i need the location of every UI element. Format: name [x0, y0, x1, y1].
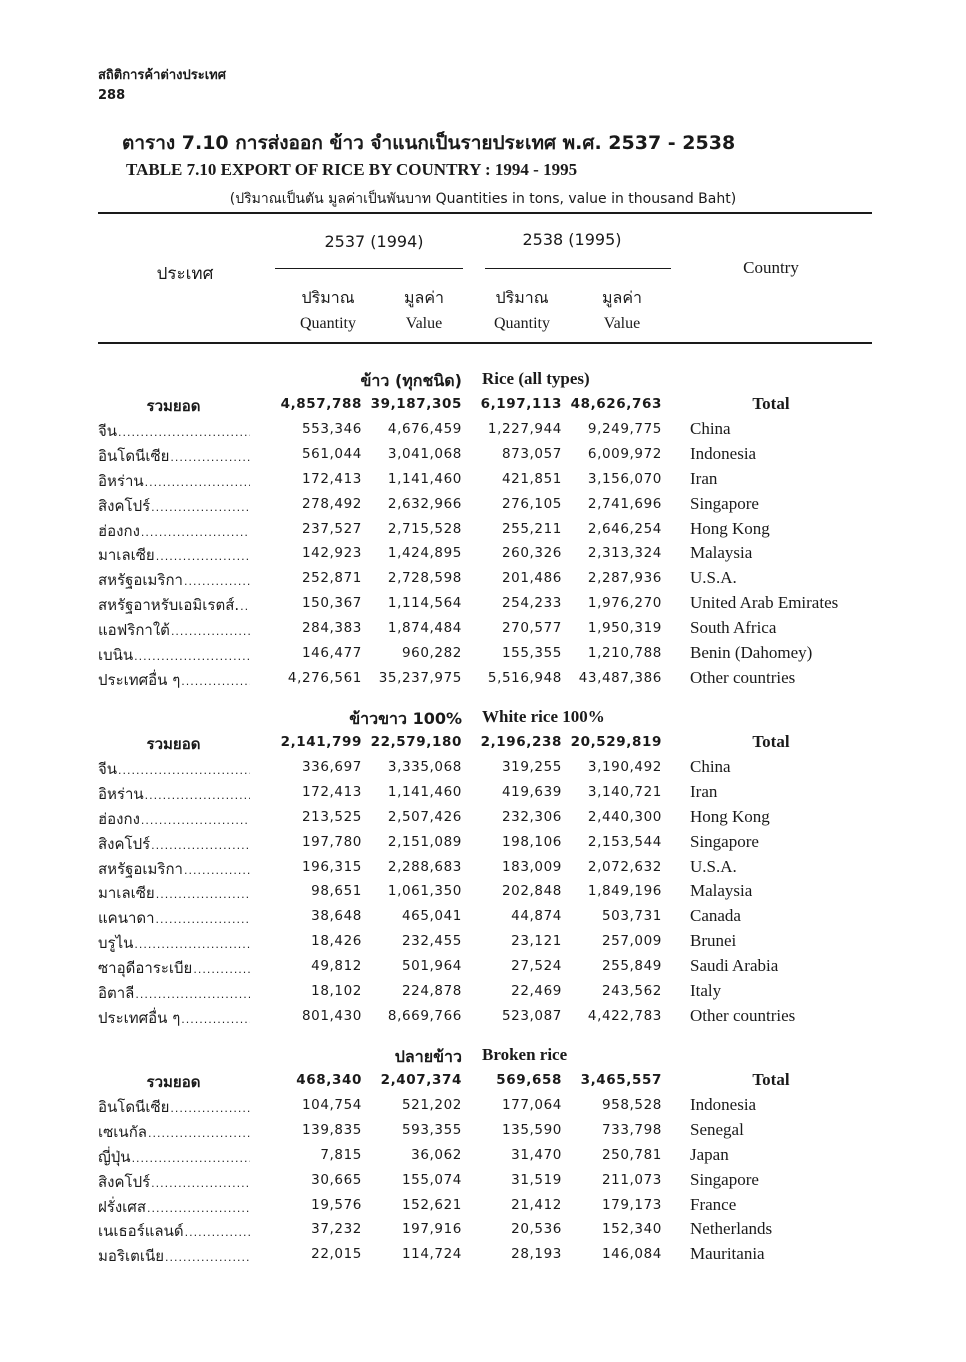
quantity-1994-cell: 7,815 [320, 1146, 362, 1163]
country-english-cell: China [690, 418, 731, 438]
val1-english-header: Value [405, 315, 443, 332]
table-row [0, 519, 966, 543]
country-thai-cell [98, 419, 250, 443]
quantity-1995-cell: 421,851 [501, 470, 562, 487]
quantity-1995-cell: 1,227,944 [487, 420, 562, 437]
table-row [0, 1145, 966, 1169]
country-thai-label: สหรัฐอาหรับเอมิเรตส์. [98, 596, 240, 615]
quantity-1994-cell: 139,835 [301, 1121, 362, 1138]
total-row [0, 732, 966, 756]
value-1994-cell: 501,964 [401, 958, 462, 975]
country-thai-label: อินโดนีเซีย [98, 446, 170, 465]
quantity-1995-cell: 28,193 [511, 1246, 562, 1263]
country-thai-label: แคนาดา [98, 909, 155, 928]
quantity-1994-cell: 172,413 [301, 470, 362, 487]
quantity-1994-cell: 561,044 [301, 445, 362, 462]
country-thai-label: ซาอุดีอาระเบีย [98, 959, 193, 978]
value-1994-cell: 39,187,305 [370, 396, 462, 412]
section-title-thai: ปลายข้าว [394, 1047, 462, 1066]
quantity-1995-cell: 44,874 [511, 908, 562, 925]
country-english-cell: Benin (Dahomey) [690, 643, 813, 662]
table-row [0, 419, 966, 443]
section-title-english: Broken rice [482, 1045, 568, 1064]
value-1995-cell: 243,562 [601, 983, 662, 999]
value-1995-cell: 211,073 [601, 1171, 662, 1188]
country-thai-label: อิตาลี [98, 984, 135, 1002]
country-thai-cell [98, 494, 250, 518]
quantity-1995-cell: 255,211 [501, 520, 562, 537]
country-thai-label: แอฟริกาใต้ [98, 621, 170, 640]
section-title-english: Rice (all types) [482, 369, 590, 388]
quantity-1994-cell: 284,383 [301, 620, 362, 637]
country-english-cell: Malaysia [690, 881, 753, 901]
country-english-cell: Singapore [690, 493, 759, 513]
year1-header: 2537 (1994) [324, 232, 424, 251]
qty1-thai-header: ปริมาณ [301, 288, 355, 307]
quantity-1994-cell: 22,015 [311, 1246, 362, 1263]
country-thai-cell [98, 618, 250, 642]
quantity-1995-cell: 232,306 [501, 808, 562, 825]
value-1994-cell: 152,621 [401, 1196, 462, 1213]
value-1994-cell: 36,062 [411, 1146, 462, 1163]
value-1994-cell: 521,202 [401, 1096, 462, 1113]
quantity-1995-cell: 21,412 [511, 1196, 562, 1213]
country-thai-label: สิงคโปร์ [98, 1172, 151, 1191]
value-1994-cell: 232,455 [401, 933, 462, 950]
country-english-cell: Malaysia [690, 543, 753, 563]
country-thai-cell [98, 956, 250, 980]
value-1995-cell: 958,528 [601, 1096, 662, 1113]
country-thai-cell [98, 1244, 250, 1268]
country-english-cell: Hong Kong [690, 518, 770, 538]
country-english-cell: Other countries [690, 1005, 796, 1025]
quantity-1994-cell: 19,576 [311, 1196, 362, 1213]
quantity-1994-cell: 197,780 [301, 833, 362, 850]
country-thai-cell [98, 981, 250, 1005]
country-thai-cell [98, 1219, 250, 1243]
country-english-cell: Canada [690, 906, 741, 926]
table-row [0, 1170, 966, 1194]
quantity-1995-cell: 873,057 [501, 445, 562, 462]
country-english-cell: Singapore [690, 831, 759, 851]
country-english-cell: Mauritania [690, 1244, 765, 1264]
value-1994-cell: 224,878 [401, 983, 462, 999]
country-thai-cell [98, 782, 250, 806]
country-english-cell: Total [752, 394, 790, 413]
table-row [0, 1095, 966, 1119]
quantity-1994-cell: 18,426 [311, 933, 362, 950]
country-english-cell: Total [752, 732, 790, 751]
table-row [0, 782, 966, 806]
quantity-1995-cell: 155,355 [501, 645, 562, 661]
value-1994-cell: 2,288,683 [387, 858, 462, 875]
country-thai-cell [98, 543, 250, 567]
value-1995-cell: 2,741,696 [587, 495, 662, 512]
country-thai-label: รวมยอด [146, 735, 201, 753]
table-row [0, 881, 966, 905]
value-1995-cell: 20,529,819 [570, 734, 662, 750]
quantity-1994-cell: 2,141,799 [280, 734, 362, 750]
table-row [0, 931, 966, 955]
table-title-english: TABLE 7.10 EXPORT OF RICE BY COUNTRY : 1994 - 1995 [126, 160, 578, 179]
country-thai-header: ประเทศ [156, 264, 214, 284]
country-thai-cell [98, 807, 250, 831]
quantity-1994-cell: 38,648 [311, 908, 362, 925]
country-thai-label: สิงคโปร์ [98, 834, 151, 853]
quantity-1995-cell: 27,524 [511, 958, 562, 975]
country-english-cell: Indonesia [690, 1094, 757, 1114]
value-1994-cell: 4,676,459 [387, 420, 462, 437]
country-thai-cell [98, 1195, 250, 1219]
table-row [0, 593, 966, 617]
val2-thai-header: มูลค่า [601, 288, 643, 307]
quantity-1995-cell: 276,105 [501, 495, 562, 512]
quantity-1995-cell: 202,848 [501, 883, 562, 900]
value-1995-cell: 255,849 [601, 958, 662, 975]
country-english-cell: China [690, 756, 731, 776]
value-1995-cell: 503,731 [601, 908, 662, 925]
country-english-cell: France [690, 1194, 737, 1214]
qty2-thai-header: ปริมาณ [495, 288, 549, 307]
country-thai-cell [98, 1006, 250, 1030]
quantity-1995-cell: 6,197,113 [480, 396, 562, 412]
quantity-1995-cell: 135,590 [501, 1121, 562, 1138]
value-1994-cell: 1,141,460 [387, 470, 462, 487]
table-row [0, 956, 966, 980]
value-1995-cell: 733,798 [601, 1121, 662, 1138]
value-1995-cell: 43,487,386 [578, 669, 662, 686]
country-thai-label: มาเลเซีย [98, 884, 155, 903]
quantity-1995-cell: 23,121 [511, 933, 562, 950]
quantity-1994-cell: 801,430 [301, 1007, 362, 1024]
table-row [0, 1244, 966, 1268]
table-row [0, 757, 966, 781]
country-thai-label: อิหร่าน [98, 471, 144, 490]
value-1995-cell: 2,287,936 [587, 570, 662, 587]
country-thai-cell [98, 1145, 250, 1169]
total-row [0, 1070, 966, 1094]
table-header-rule [98, 342, 872, 344]
value-1995-cell: 146,084 [601, 1246, 662, 1263]
country-thai-cell [98, 857, 250, 881]
table-row [0, 1006, 966, 1030]
country-english-cell: Iran [690, 781, 718, 801]
value-1994-cell: 2,151,089 [387, 833, 462, 850]
country-thai-label: สหรัฐอเมริกา [98, 571, 183, 590]
table-row [0, 1195, 966, 1219]
country-english-cell: Saudi Arabia [690, 956, 779, 976]
total-row [0, 394, 966, 418]
quantity-1995-cell: 198,106 [501, 833, 562, 850]
quantity-1995-cell: 319,255 [501, 758, 562, 775]
quantity-1994-cell: 468,340 [296, 1072, 362, 1088]
quantity-1994-cell: 252,871 [301, 570, 362, 587]
country-thai-label: ประเทศอื่น ๆ [98, 670, 181, 689]
country-thai-label: ประเทศอื่น ๆ [98, 1008, 181, 1027]
quantity-1994-cell: 150,367 [301, 595, 362, 612]
country-thai-label: มาเลเซีย [98, 546, 155, 565]
country-thai-label: รวมยอด [146, 1073, 201, 1091]
value-1995-cell: 152,340 [601, 1221, 662, 1238]
country-thai-label: จีน [98, 759, 118, 778]
value-1994-cell: 1,874,484 [387, 620, 462, 637]
country-thai-cell [98, 394, 250, 418]
year1-underline [275, 268, 463, 269]
quantity-1995-cell: 177,064 [501, 1096, 562, 1113]
quantity-1994-cell: 98,651 [311, 883, 362, 900]
table-row [0, 618, 966, 642]
country-english-cell: Iran [690, 468, 718, 488]
country-thai-cell [98, 643, 250, 667]
value-1995-cell: 4,422,783 [587, 1007, 662, 1024]
country-thai-label: สหรัฐอเมริกา [98, 859, 183, 878]
country-english-cell: U.S.A. [690, 856, 737, 876]
quantity-1994-cell: 172,413 [301, 783, 362, 800]
country-english-cell: Other countries [690, 667, 796, 687]
country-thai-label: อิหร่าน [98, 784, 144, 803]
value-1995-cell: 257,009 [601, 933, 662, 950]
table-top-rule [98, 212, 872, 214]
quantity-1994-cell: 4,857,788 [280, 396, 362, 412]
value-1995-cell: 3,190,492 [587, 758, 662, 775]
country-thai-label: รวมยอด [146, 397, 201, 415]
value-1994-cell: 114,724 [401, 1246, 462, 1263]
quantity-1994-cell: 553,346 [301, 420, 362, 437]
value-1994-cell: 1,424,895 [387, 545, 462, 562]
country-thai-cell [98, 668, 250, 692]
val1-thai-header: มูลค่า [403, 288, 445, 307]
value-1995-cell: 2,072,632 [587, 858, 662, 875]
year2-underline [485, 268, 671, 269]
value-1994-cell: 35,237,975 [378, 669, 462, 686]
value-1994-cell: 960,282 [401, 645, 462, 661]
value-1995-cell: 6,009,972 [587, 445, 662, 462]
val2-english-header: Value [603, 315, 641, 332]
country-thai-label: ฝรั่งเศส [98, 1197, 146, 1216]
quantity-1995-cell: 523,087 [501, 1007, 562, 1024]
country-thai-cell [98, 1070, 250, 1094]
value-1994-cell: 2,715,528 [387, 520, 462, 537]
table-row [0, 1120, 966, 1144]
value-1995-cell: 250,781 [601, 1146, 662, 1163]
country-english-cell: United Arab Emirates [690, 593, 839, 613]
table-row [0, 494, 966, 518]
value-1994-cell: 8,669,766 [387, 1007, 462, 1024]
value-1994-cell: 593,355 [401, 1121, 462, 1138]
quantity-1994-cell: 18,102 [311, 983, 362, 999]
value-1994-cell: 3,041,068 [387, 445, 462, 462]
country-thai-cell [98, 931, 250, 955]
country-thai-label: เบนิน [98, 646, 134, 664]
country-thai-label: เนเธอร์แลนด์ [98, 1222, 184, 1241]
country-thai-cell [98, 1170, 250, 1194]
table-row [0, 832, 966, 856]
value-1995-cell: 9,249,775 [587, 420, 662, 437]
table-row [0, 543, 966, 567]
quantity-1994-cell: 196,315 [301, 858, 362, 875]
value-1994-cell: 2,728,598 [387, 570, 462, 587]
value-1995-cell: 2,440,300 [587, 808, 662, 825]
quantity-1994-cell: 146,477 [301, 645, 362, 661]
value-1995-cell: 3,140,721 [587, 783, 662, 800]
section-title-thai: ข้าว (ทุกชนิด) [360, 371, 462, 390]
section-title-english: White rice 100% [482, 707, 605, 726]
table-row [0, 668, 966, 692]
quantity-1994-cell: 49,812 [311, 958, 362, 975]
quantity-1994-cell: 4,276,561 [287, 669, 362, 686]
quantity-1994-cell: 237,527 [301, 520, 362, 537]
value-1995-cell: 1,849,196 [587, 883, 662, 900]
value-1994-cell: 22,579,180 [370, 734, 462, 750]
table-row [0, 906, 966, 930]
quantity-1995-cell: 569,658 [496, 1072, 562, 1088]
value-1995-cell: 48,626,763 [570, 396, 662, 412]
country-english-cell: Total [752, 1070, 790, 1089]
country-thai-label: มอริเตเนีย [98, 1247, 164, 1266]
country-thai-cell [98, 469, 250, 493]
quantity-1995-cell: 31,470 [511, 1146, 562, 1163]
country-english-cell: Singapore [690, 1169, 759, 1189]
country-thai-label: อินโดนีเซีย [98, 1097, 170, 1116]
country-english-header: Country [743, 258, 799, 277]
value-1994-cell: 3,335,068 [387, 758, 462, 775]
quantity-1994-cell: 213,525 [301, 808, 362, 825]
quantity-1995-cell: 183,009 [501, 858, 562, 875]
quantity-1995-cell: 254,233 [501, 595, 562, 612]
value-1994-cell: 465,041 [401, 908, 462, 925]
country-thai-label: สิงคโปร์ [98, 496, 151, 515]
quantity-1994-cell: 142,923 [301, 545, 362, 562]
country-thai-cell [98, 519, 250, 543]
quantity-1995-cell: 419,639 [501, 783, 562, 800]
country-english-cell: U.S.A. [690, 568, 737, 588]
country-english-cell: South Africa [690, 618, 777, 638]
country-thai-cell [98, 832, 250, 856]
country-english-cell: Netherlands [690, 1219, 773, 1239]
country-thai-cell [98, 1095, 250, 1119]
quantity-1995-cell: 2,196,238 [480, 734, 562, 750]
country-thai-label: ฮ่องกง [98, 521, 140, 540]
country-thai-cell [98, 732, 250, 756]
value-1995-cell: 1,976,270 [587, 595, 662, 612]
value-1995-cell: 179,173 [601, 1196, 662, 1213]
table-title-thai: ตาราง 7.10 การส่งออก ข้าว จำแนกเป็นรายประเทศ พ.ศ. 2537 - 2538 [122, 132, 736, 154]
country-english-cell: Japan [690, 1144, 729, 1164]
table-row [0, 857, 966, 881]
value-1995-cell: 3,156,070 [587, 470, 662, 487]
qty1-english-header: Quantity [300, 315, 356, 332]
country-thai-cell [98, 568, 250, 592]
table-row [0, 444, 966, 468]
section-title-thai: ข้าวขาว 100% [349, 709, 462, 728]
quantity-1995-cell: 20,536 [511, 1221, 562, 1238]
value-1994-cell: 1,141,460 [387, 783, 462, 800]
country-english-cell: Indonesia [690, 443, 757, 463]
quantity-1994-cell: 336,697 [301, 758, 362, 775]
country-thai-label: จีน [98, 421, 118, 440]
year2-header: 2538 (1995) [522, 230, 622, 249]
quantity-1994-cell: 104,754 [301, 1096, 362, 1113]
quantity-1994-cell: 37,232 [311, 1221, 362, 1238]
quantity-1995-cell: 270,577 [501, 620, 562, 637]
country-thai-cell [98, 444, 250, 468]
table-row [0, 643, 966, 667]
value-1995-cell: 1,950,319 [587, 620, 662, 637]
table-subtitle-units: (ปริมาณเป็นตัน มูลค่าเป็นพันบาท Quantities in tons, value in thousand Baht) [229, 191, 737, 207]
table-row [0, 568, 966, 592]
country-english-cell: Italy [690, 981, 722, 1000]
value-1995-cell: 2,313,324 [587, 545, 662, 562]
country-english-cell: Hong Kong [690, 806, 770, 826]
country-english-cell: Senegal [690, 1119, 744, 1139]
country-thai-cell [98, 757, 250, 781]
country-thai-cell [98, 593, 250, 617]
value-1994-cell: 1,061,350 [387, 883, 462, 900]
country-thai-cell [98, 881, 250, 905]
table-row [0, 1219, 966, 1243]
table-row [0, 807, 966, 831]
country-thai-cell [98, 906, 250, 930]
quantity-1995-cell: 31,519 [511, 1171, 562, 1188]
value-1995-cell: 2,646,254 [587, 520, 662, 537]
country-thai-label: ญี่ปุ่น [98, 1147, 131, 1166]
quantity-1995-cell: 201,486 [501, 570, 562, 587]
page-number: 288 [98, 88, 126, 103]
value-1995-cell: 1,210,788 [587, 645, 662, 661]
value-1994-cell: 155,074 [401, 1171, 462, 1188]
table-row [0, 469, 966, 493]
quantity-1995-cell: 22,469 [511, 983, 562, 999]
quantity-1994-cell: 278,492 [301, 495, 362, 512]
book-title: สถิติการค้าต่างประเทศ [98, 68, 226, 83]
quantity-1995-cell: 5,516,948 [487, 669, 562, 686]
country-thai-label: เซเนกัล [98, 1122, 147, 1141]
country-thai-cell [98, 1120, 250, 1144]
qty2-english-header: Quantity [494, 315, 550, 332]
quantity-1994-cell: 30,665 [311, 1171, 362, 1188]
table-row [0, 981, 966, 1005]
value-1994-cell: 1,114,564 [387, 595, 462, 612]
value-1994-cell: 2,507,426 [387, 808, 462, 825]
value-1994-cell: 197,916 [401, 1221, 462, 1238]
quantity-1995-cell: 260,326 [501, 545, 562, 562]
country-english-cell: Brunei [690, 931, 737, 951]
value-1995-cell: 2,153,544 [587, 833, 662, 850]
value-1994-cell: 2,407,374 [380, 1072, 462, 1088]
country-thai-label: บรูไน [98, 934, 134, 953]
value-1995-cell: 3,465,557 [580, 1072, 662, 1088]
country-thai-label: ฮ่องกง [98, 809, 140, 828]
value-1994-cell: 2,632,966 [387, 495, 462, 512]
